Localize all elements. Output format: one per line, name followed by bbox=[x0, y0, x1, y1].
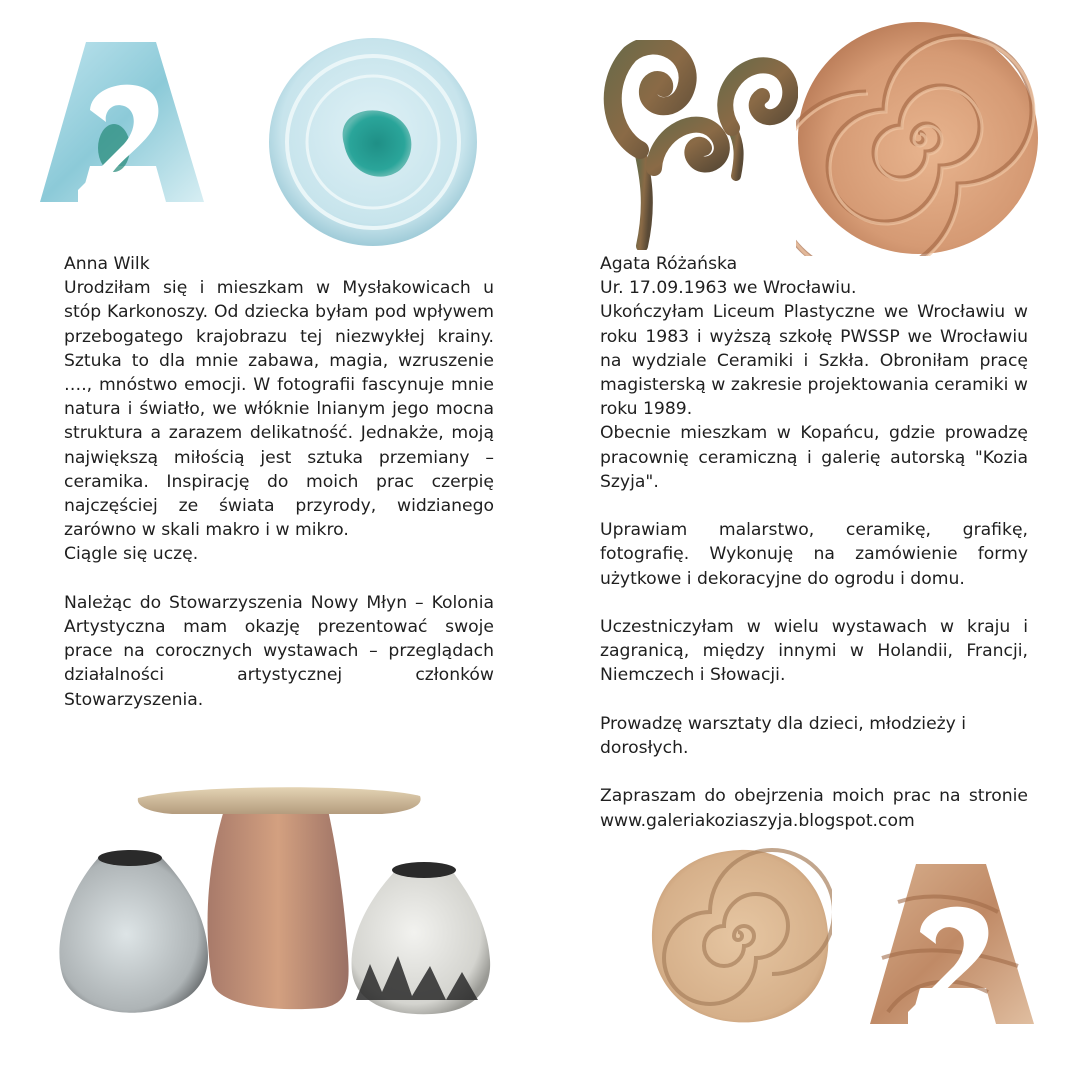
agata-rozanska-birth: Ur. 17.09.1963 we Wrocławiu. bbox=[600, 278, 857, 299]
agata-rozanska-workshops: Prowadzę warsztaty dla dzieci, młodzieży i dorosłych. bbox=[600, 713, 967, 759]
ceramic-plate-image bbox=[266, 36, 480, 248]
fern-sculpture-image bbox=[600, 40, 798, 250]
agata-rozanska-invite: Zapraszam do obejrzenia moich prac na stronie www.galeriakoziaszyja.blogspot.com bbox=[600, 786, 1028, 831]
clay-spiral-large-image bbox=[796, 20, 1040, 256]
clay-spiral-small-image bbox=[648, 846, 832, 1026]
anna-wilk-bio-paragraph: Urodziłam się i mieszkam w Mysłakowicach u stóp Karkonoszy. Od dziecka byłam pod wpływem przebogatego krajobrazu tej niezwykłej krainy. Sztuka to dla mnie zabawa, magia, wzruszenie …., mnóstwo emocji. W fotografii fascynuje mnie natura i światło, we włóknie lnianym jego mocna struktura a zarazem delikatność. Jednakże, moją największą miłością jest sztuka przemiany – ceramika. Inspirację do moich prac czerpię najczęściej ze świata przyrody, widzianego zarówno w skali makro i w mikro. bbox=[64, 278, 494, 541]
artist-name-agata-rozanska: Agata Różańska bbox=[600, 254, 738, 274]
a2-logo-terracotta bbox=[868, 862, 1038, 1028]
anna-wilk-bio-closing: Ciągle się uczę. bbox=[64, 544, 199, 565]
agata-rozanska-exhibitions: Uczestniczyłam w wielu wystawach w kraju i zagranicą, między innymi w Holandii, Francji, Niemczech i Słowacji. bbox=[600, 617, 1028, 686]
agata-rozanska-practice: Uprawiam malarstwo, ceramikę, grafikę, fotografię. Wykonuję na zamówienie formy użytkowe i dekoracyjne do ogrodu i domu. bbox=[600, 520, 1028, 589]
artist-name-anna-wilk: Anna Wilk bbox=[64, 254, 150, 274]
agata-rozanska-current: Obecnie mieszkam w Kopańcu, gdzie prowadzę pracownię ceramiczną i galerię autorską "Kozia Szyja". bbox=[600, 423, 1028, 492]
agata-rozanska-education: Ukończyłam Liceum Plastyczne we Wrocławiu w roku 1983 i wyższą szkołę PWSSP we Wrocławiu na wydziale Ceramiki i Szkła. Obroniłam pracę magisterską w zakresie projektowania ceramiki w roku 1989. bbox=[600, 302, 1028, 420]
ceramic-vessels-image bbox=[52, 786, 498, 1018]
anna-wilk-membership-paragraph: Należąc do Stowarzyszenia Nowy Młyn – Kolonia Artystyczna mam okazję prezentować swoje prace na corocznych wystawach – przeglądach działalności artystycznej członków Stowarzyszenia. bbox=[64, 592, 494, 710]
anna-wilk-bio-column bbox=[64, 252, 494, 712]
agata-rozanska-bio-column bbox=[600, 252, 1028, 833]
a2-logo-blue bbox=[38, 40, 208, 206]
